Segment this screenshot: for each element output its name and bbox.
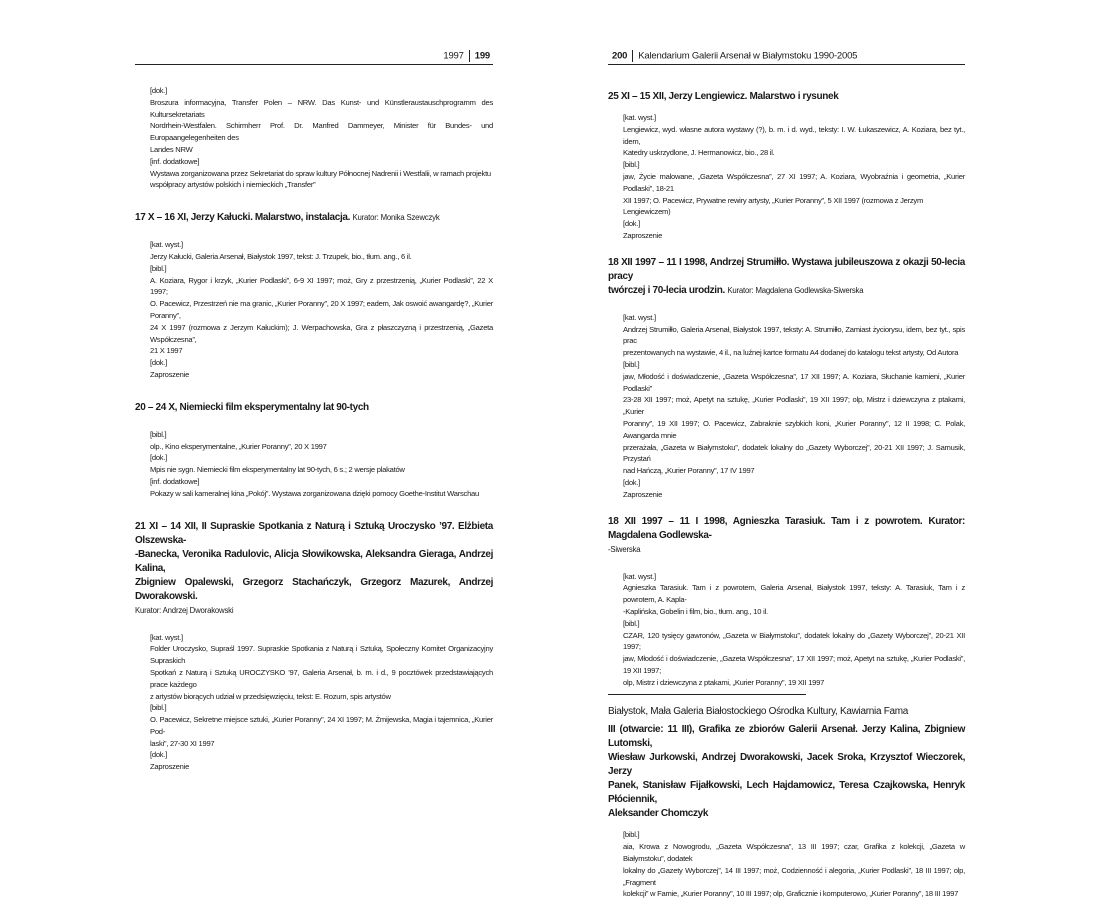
heading-line: 18 XII 1997 – 11 I 1998, Agnieszka Tarasiuk. Tam i z powrotem. Kurator: Magdalena Godlewska- xyxy=(608,515,965,541)
entry-heading xyxy=(135,520,493,618)
entry-text xyxy=(608,571,965,689)
text-line: [dok.] xyxy=(150,453,168,463)
text-line: [kat. wyst.] xyxy=(623,312,656,322)
text-line: aia, Krowa z Nowogrodu, „Gazeta Współczesna”, 13 III 1997; czar, Grafika z kolekcji, „Gazeta w Białymstoku”, dodatek xyxy=(623,842,965,864)
text-line: A. Koziara, Rygor i krzyk, „Kurier Podlaski”, 6-9 XI 1997; moż, Gry z przestrzenią, „Kurier Podlaski”, 22 X 1997; xyxy=(150,275,493,297)
left-column xyxy=(135,85,493,773)
text-line: prezentowanych na wystawie, 4 il., na luźnej kartce formatu A4 dodanej do katalogu tekst artysty, Od Autora xyxy=(623,348,959,358)
text-line: olp, Mistrz i dziewczyna z ptakami, „Kurier Poranny”, 19 XII 1997 xyxy=(623,677,825,687)
text-line: laski”, 27-30 XI 1997 xyxy=(150,738,215,748)
entry-text xyxy=(135,85,493,191)
text-line: [dok.] xyxy=(623,477,641,487)
text-line: [kat. wyst.] xyxy=(150,632,183,642)
entry-text xyxy=(135,429,493,500)
entry-text xyxy=(608,112,965,242)
header-divider xyxy=(469,50,470,62)
right-column xyxy=(608,90,965,900)
heading-line: Aleksander Chomczyk xyxy=(608,808,709,820)
header-divider xyxy=(632,50,633,62)
text-line: [kat. wyst.] xyxy=(623,571,656,581)
text-line: CZAR, 120 tysięcy gawronów, „Gazeta w Białymstoku”, dodatek lokalny do „Gazety Wyborczej”, 20-21 XII 1997; xyxy=(623,630,965,652)
entry-text xyxy=(608,829,965,900)
right-page xyxy=(550,0,1100,899)
text-line: [bibl.] xyxy=(623,830,640,840)
heading-line: 25 XI – 15 XII, Jerzy Lengiewicz. Malarstwo i rysunek xyxy=(608,91,839,102)
page-number: 200 xyxy=(612,50,628,62)
text-line: z artystów biorących udział w przedsięwzięciu, tekst: E. Rozum, spis artystów xyxy=(150,691,391,701)
text-line: Andrzej Strumiłło, Galeria Arsenał, Białystok 1997, teksty: A. Strumiłło, Zamiast życiorysu, idem, bez tyt., spis prac xyxy=(623,324,965,346)
entry-heading xyxy=(135,401,493,415)
page-number: 199 xyxy=(474,50,490,62)
heading-line: -Banecka, Veronika Radulovic, Alicja Słowikowska, Aleksandra Gieraga, Andrzej Kalina, xyxy=(135,548,493,574)
text-line: jaw, Młodość i doświadczenie, „Gazeta Współczesna”, 17 XII 1997; A. Koziara, Słuchanie kamieni, „Kurier Podlaski” xyxy=(623,371,965,393)
heading-line: 21 XI – 14 XII, II Supraskie Spotkania z Naturą i Sztuką Uroczysko ’97. Elżbieta Olszewska- xyxy=(135,520,493,546)
text-line: [inf. dodatkowe] xyxy=(150,476,200,486)
curator-note: Kurator: Monika Szewczyk xyxy=(352,213,440,223)
text-line: -Kaplińska, Gobelin i film, bio., tłum. ang., 10 il. xyxy=(623,606,768,616)
running-header xyxy=(443,50,490,62)
text-line: Pokazy w sali kameralnej kina „Pokój”. Wystawa zorganizowana dzięki pomocy Goethe-Institut Warschau xyxy=(150,488,480,498)
text-line: Zaproszenie xyxy=(150,369,190,379)
curator-note: Kurator: Magdalena Godlewska-Siwerska xyxy=(727,285,864,295)
text-line: [bibl.] xyxy=(150,263,167,273)
text-line: Wystawa zorganizowana przez Sekretariat do spraw kultury Północnej Nadrenii i Westfalii, w ramach projektu xyxy=(150,168,491,178)
text-line: O. Pacewicz, Przestrzeń nie ma granic, „Kurier Poranny”, 20 X 1997; eadem, Jak oswoić awangardę?, „Kurier Poranny”, xyxy=(150,299,493,320)
text-line: [bibl.] xyxy=(623,160,640,170)
text-line: Zaproszenie xyxy=(623,230,663,240)
venue-line: Białystok, Mała Galeria Białostockiego Ośrodka Kultury, Kawiarnia Fama xyxy=(608,706,909,718)
text-line: Katedry uskrzydlone, J. Hermanowicz, bio., 28 il. xyxy=(623,148,775,158)
text-line: 24 X 1997 (rozmowa z Jerzym Kałuckim); J. Werpachowska, Gra z płaszczyzną i przestrzenią, „Gazeta Współczesna”, xyxy=(150,322,493,344)
text-line: Zaproszenie xyxy=(150,762,190,772)
text-line: jaw, Młodość i doświadczenie, „Gazeta Współczesna”, 17 XII 1997; moż, Apetyt na sztukę, „Kurier Podlaski”, 19 XII 1997; xyxy=(623,654,965,675)
text-line: [dok.] xyxy=(150,750,168,760)
running-header xyxy=(612,50,857,62)
text-line: Spotkań z Naturą i Sztuką UROCZYSKO ’97, Galeria Arsenał, b. m. i d., 9 pocztówek przedstawiających prace każdego xyxy=(150,667,493,689)
heading-line: III (otwarcie: 11 III), Grafika ze zbiorów Galerii Arsenał. Jerzy Kalina, Zbigniew Lutomski, xyxy=(608,724,965,750)
text-line: Broszura informacyjna, Transfer Polen – NRW. Das Kunst- und Künstleraustauschprogramm des Kultursekretariats xyxy=(150,97,493,119)
text-line: jaw, Życie malowane, „Gazeta Współczesna”, 27 XI 1997; A. Koziara, Wyobraźnia i geometria, „Kurier Podlaski”, 18-21 xyxy=(623,171,965,193)
text-line: przerażała, „Gazeta w Białymstoku”, dodatek lokalny do „Gazety Wyborczej”, 20-21 XII 1997; J. Samusik, Przystań xyxy=(623,442,965,464)
text-line: Landes NRW xyxy=(150,144,193,154)
text-line: Folder Uroczysko, Supraśl 1997. Supraskie Spotkania z Naturą i Sztuką, Społeczny Komitet Organizacyjny Supraskich xyxy=(150,644,493,666)
running-title: Kalendarium Galerii Arsenał w Białymstoku 1990-2005 xyxy=(638,50,858,62)
text-line: 23-28 XII 1997; moż, Apetyt na sztukę, „Kurier Podlaski”, 19 XII 1997; olp, Mistrz i dziewczyna z ptakami, „Kurier xyxy=(623,395,965,417)
text-line: 21 X 1997 xyxy=(150,346,183,356)
text-line: współpracy artystów polskich i niemieckich „Transfer” xyxy=(150,180,316,190)
text-line: [kat. wyst.] xyxy=(623,113,656,122)
text-line: Poranny”, 19 XII 1997; O. Pacewicz, Zabraknie szybkich koni, „Kurier Poranny”, 12 II 1998; C. Polak, Awangarda mnie xyxy=(623,418,965,440)
text-line: [inf. dodatkowe] xyxy=(150,156,200,166)
venue-subheading xyxy=(608,705,965,719)
heading-line: Zbigniew Opalewski, Grzegorz Stachańczyk, Grzegorz Mazurek, Andrzej Dworakowski. xyxy=(135,576,493,602)
text-line: Lengiewicz, wyd. własne autora wystawy (?), b. m. i d. wyd., teksty: I. W. Łukaszewicz, A. Koziara, bez tyt., idem, xyxy=(623,124,965,146)
text-line: [dok.] xyxy=(150,86,168,95)
entry-text xyxy=(135,632,493,774)
text-line: XII 1997; O. Pacewicz, Prywatne rewiry artysty, „Kurier Poranny”, 5 XII 1997 (rozmowa z Jerzym Lengiewiczem) xyxy=(623,195,924,217)
text-line: nad Hańczą, „Kurier Poranny”, 17 IV 1997 xyxy=(623,466,755,476)
text-line: [dok.] xyxy=(623,219,641,229)
text-line: olp., Kino eksperymentalne, „Kurier Poranny”, 20 X 1997 xyxy=(150,441,327,451)
header-rule xyxy=(608,64,965,65)
heading-line: 20 – 24 X, Niemiecki film eksperymentalny lat 90-tych xyxy=(135,401,369,413)
heading-line: 18 XII 1997 – 11 I 1998, Andrzej Strumiłło. Wystawa jubileuszowa z okazji 50-lecia pracy xyxy=(608,256,965,282)
curator-note: Kurator: Andrzej Dworakowski xyxy=(135,605,234,615)
text-line: [bibl.] xyxy=(623,618,640,628)
text-line: Agnieszka Tarasiuk. Tam i z powrotem, Galeria Arsenał, Białystok 1997, teksty: A. Tarasiuk, Tam i z powrotem, A. Kapla- xyxy=(623,583,965,605)
entry-heading xyxy=(608,256,965,298)
text-line: lokalny do „Gazety Wyborczej”, 14 III 1997; moż, Codzienność i alegoria, „Kurier Podlaski”, 18 III 1997; olp, „Fragment xyxy=(623,865,965,887)
text-line: [bibl.] xyxy=(150,703,167,713)
text-line: Jerzy Kałucki, Galeria Arsenał, Białystok 1997, tekst: J. Trzupek, bio., tłum. ang., 6 il. xyxy=(150,251,412,261)
entry-heading xyxy=(608,723,965,821)
left-page xyxy=(0,0,550,772)
text-line: [bibl.] xyxy=(150,429,167,439)
text-line: Mpis nie sygn. Niemiecki film eksperymentalny lat 90-tych, 6 s.; 2 wersje plakatów xyxy=(150,465,405,475)
header-year: 1997 xyxy=(443,50,464,62)
text-line: kolekcji” w Famie, „Kurier Poranny”, 10 III 1997; olp, Graficznie i komputerowo, „Kurier Poranny”, 18 III 1997 xyxy=(623,889,959,899)
heading-line: -Siwerska xyxy=(608,544,641,554)
heading-line: Wiesław Jurkowski, Andrzej Dworakowski, Jacek Sroka, Krzysztof Wieczorek, Jerzy xyxy=(608,752,965,778)
heading-line: Panek, Stanisław Fijałkowski, Lech Hajdamowicz, Teresa Czajkowska, Henryk Płóciennik, xyxy=(608,780,965,806)
entry-heading xyxy=(608,90,965,104)
entry-heading xyxy=(135,211,493,225)
header-rule xyxy=(135,64,493,65)
text-line: Nordrhein-Westfalen. Schirmherr Prof. Dr. Manfred Dammeyer, Minister für Bundes- und Europaangelegenheiten des xyxy=(150,121,493,143)
text-line: [bibl.] xyxy=(623,359,640,369)
heading-line: twórczej i 70-lecia urodzin. xyxy=(608,284,725,296)
section-divider xyxy=(608,694,806,695)
text-line: [dok.] xyxy=(150,358,168,368)
text-line: [kat. wyst.] xyxy=(150,240,183,250)
entry-heading xyxy=(608,515,965,557)
entry-text xyxy=(135,239,493,381)
text-line: Zaproszenie xyxy=(623,489,663,499)
text-line: O. Pacewicz, Sekretne miejsce sztuki, „Kurier Poranny”, 24 XI 1997; M. Żmijewska, Magia i tajemnica, „Kurier Pod- xyxy=(150,715,493,736)
heading-line: 17 X – 16 XI, Jerzy Kałucki. Malarstwo, instalacja. xyxy=(135,212,351,224)
entry-text xyxy=(608,312,965,501)
